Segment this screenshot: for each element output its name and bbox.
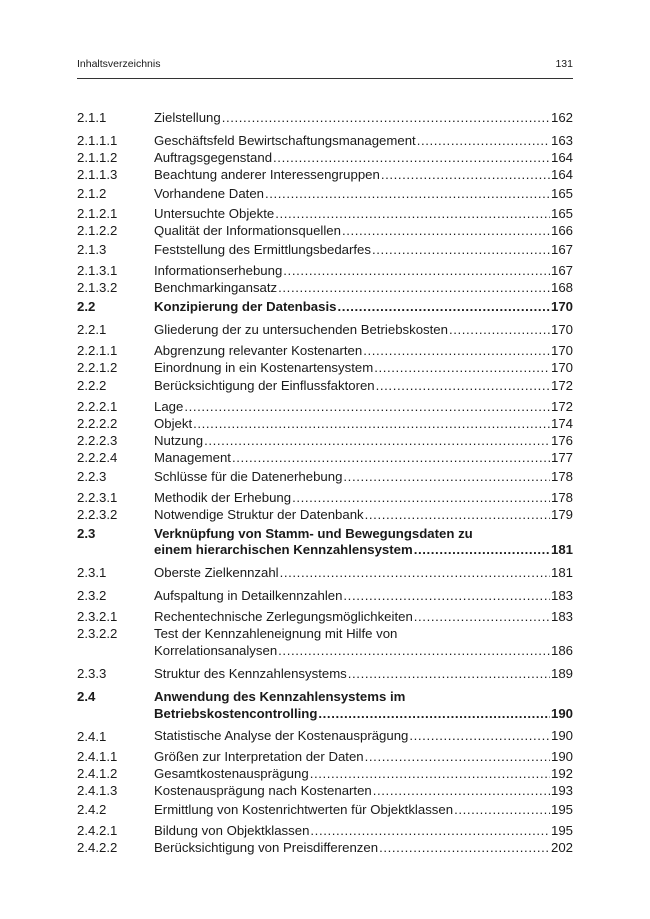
toc-entry-number: 2.2.2.1 <box>77 399 118 415</box>
toc-entry-number: 2.1.3 <box>77 242 107 258</box>
dot-leader <box>222 110 550 127</box>
dot-leader <box>414 609 550 626</box>
toc-entry-number: 2.2.1.2 <box>77 359 118 375</box>
toc-entry-page: 170 <box>550 298 573 314</box>
dot-leader <box>283 263 550 280</box>
toc-entry-title: Korrelationsanalysen <box>154 642 278 658</box>
dot-leader <box>292 490 550 507</box>
toc-entry-title: Test der Kennzahleneignung mit Hilfe von <box>154 626 398 642</box>
toc-entry[interactable] <box>77 802 573 819</box>
toc-entry-title: einem hierarchischen Kennzahlensystem <box>154 542 413 558</box>
toc-entry-number: 2.1.1.3 <box>77 166 118 182</box>
toc-entry-page: 190 <box>550 728 573 744</box>
toc-entry[interactable] <box>77 263 573 280</box>
dot-leader <box>343 469 550 486</box>
toc-entry-title: Objekt <box>154 416 193 432</box>
toc-entry[interactable] <box>77 150 573 167</box>
dot-leader <box>363 343 550 360</box>
toc-entry-title: Konzipierung der Datenbasis <box>154 298 337 314</box>
toc-entry-page: 162 <box>550 109 573 125</box>
toc-entry-page: 168 <box>550 280 573 295</box>
toc-entry-number: 2.4.1.2 <box>77 766 118 782</box>
toc-entry[interactable] <box>77 322 573 339</box>
dot-leader <box>343 588 550 605</box>
toc-entry-page: 183 <box>550 609 573 625</box>
toc-entry-page: 189 <box>550 665 573 681</box>
toc-entry-page: 190 <box>550 749 573 765</box>
toc-entry-number: 2.2.2.2 <box>77 416 118 432</box>
toc-entry[interactable] <box>77 299 573 316</box>
toc-entry-title: Untersuchte Objekte <box>154 206 275 222</box>
toc-entry[interactable] <box>77 450 573 467</box>
dot-leader <box>310 766 550 783</box>
toc-entry-number: 2.4.2 <box>77 802 107 818</box>
toc-entry[interactable] <box>77 666 573 683</box>
toc-entry-number: 2.3.2.1 <box>77 609 118 625</box>
dot-leader <box>348 666 550 683</box>
toc-entry-title: Gesamtkostenausprägung <box>154 766 309 782</box>
toc-entry-number: 2.4.2.1 <box>77 822 118 838</box>
toc-entry-number: 2.4 <box>77 688 96 704</box>
toc-entry-title: Ermittlung von Kostenrichtwerten für Objektklassen <box>154 802 454 818</box>
toc-entry-page: 172 <box>550 378 573 394</box>
toc-entry-title: Oberste Zielkennzahl <box>154 565 279 581</box>
toc-entry-page: 164 <box>550 149 573 165</box>
toc-entry[interactable] <box>77 565 573 582</box>
toc-entry-number: 2.1.2.1 <box>77 206 118 222</box>
dot-leader <box>372 242 550 259</box>
toc-entry-number: 2.3.3 <box>77 665 107 681</box>
toc-entry-title: Kostenausprägung nach Kostenarten <box>154 783 372 799</box>
running-header <box>77 58 573 72</box>
toc-entry-title: Benchmarkingansatz <box>154 280 278 295</box>
toc-entry-number: 2.2.2.4 <box>77 450 118 466</box>
toc-entry-page: 193 <box>550 783 573 799</box>
dot-leader <box>280 565 550 582</box>
toc-entry-page: 192 <box>550 766 573 782</box>
toc-entry[interactable] <box>77 490 573 507</box>
toc-entry[interactable] <box>77 766 573 783</box>
toc-entry-number: 2.1.2 <box>77 185 107 201</box>
toc-entry-title: Beachtung anderer Interessengruppen <box>154 166 380 182</box>
toc-entry-title: Zielstellung <box>154 109 221 125</box>
toc-entry-title: Verknüpfung von Stamm- und Bewegungsdaten zu <box>154 525 473 541</box>
dot-leader <box>278 280 550 297</box>
dot-leader <box>454 802 550 819</box>
dot-leader <box>373 783 550 800</box>
toc-entry-title: Methodik der Erhebung <box>154 489 292 505</box>
toc-entry-page: 164 <box>550 166 573 182</box>
toc-entry[interactable] <box>77 609 573 626</box>
toc-entry[interactable] <box>77 416 573 433</box>
toc-entry-number: 2.2.2.3 <box>77 433 118 449</box>
toc-entry-number: 2.3.2 <box>77 588 107 604</box>
toc-entry-number: 2.2.2 <box>77 378 107 394</box>
table-of-contents <box>77 110 573 857</box>
toc-entry[interactable] <box>77 360 573 377</box>
toc-entry-page: 195 <box>550 822 573 838</box>
toc-entry-page: 167 <box>550 242 573 258</box>
toc-entry-number: 2.4.1.3 <box>77 783 118 799</box>
toc-entry-page: 195 <box>550 802 573 818</box>
toc-entry[interactable] <box>77 526 573 560</box>
toc-entry[interactable] <box>77 133 573 150</box>
toc-entry-title: Abgrenzung relevanter Kostenarten <box>154 342 363 358</box>
toc-entry-title: Informationserhebung <box>154 263 283 279</box>
toc-entry-number: 2.1.1.2 <box>77 149 118 165</box>
toc-entry-page: 178 <box>550 468 573 484</box>
toc-entry-page: 186 <box>550 642 573 658</box>
toc-entry-page: 202 <box>550 839 573 855</box>
dot-leader <box>318 706 550 723</box>
toc-entry-page: 179 <box>550 506 573 522</box>
toc-entry-title: Aufspaltung in Detailkennzahlen <box>154 588 343 604</box>
toc-entry[interactable] <box>77 433 573 450</box>
toc-entry[interactable] <box>77 242 573 259</box>
toc-entry-title: Lage <box>154 399 184 415</box>
toc-entry-title: Statistische Analyse der Kostenausprägung <box>154 728 409 744</box>
toc-entry-title: Geschäftsfeld Bewirtschaftungsmanagement <box>154 132 416 148</box>
dot-leader <box>365 507 550 524</box>
dot-leader <box>204 433 550 450</box>
toc-entry-page: 174 <box>550 416 573 432</box>
dot-leader <box>337 299 550 316</box>
toc-entry[interactable] <box>77 223 573 240</box>
toc-entry-title: Schlüsse für die Datenerhebung <box>154 468 343 484</box>
dot-leader <box>376 378 550 395</box>
toc-entry-number: 2.4.1 <box>77 728 107 744</box>
toc-entry[interactable] <box>77 399 573 416</box>
toc-entry[interactable] <box>77 206 573 223</box>
toc-entry[interactable] <box>77 823 573 840</box>
toc-entry-title: Anwendung des Kennzahlensystems im <box>154 688 406 704</box>
toc-entry-number: 2.2.1 <box>77 321 107 337</box>
toc-entry-title: Feststellung des Ermittlungsbedarfes <box>154 242 371 258</box>
toc-entry-page: 178 <box>550 489 573 505</box>
toc-entry-title: Betriebskostencontrolling <box>154 705 318 721</box>
toc-entry-page: 170 <box>550 321 573 337</box>
toc-entry-title: Vorhandene Daten <box>154 185 264 201</box>
toc-entry[interactable] <box>77 783 573 800</box>
toc-entry-title: Bildung von Objektklassen <box>154 822 310 838</box>
toc-entry-page: 170 <box>550 359 573 375</box>
toc-entry[interactable] <box>77 186 573 203</box>
header-page-number: 131 <box>555 58 573 70</box>
toc-entry[interactable] <box>77 378 573 395</box>
toc-entry[interactable] <box>77 167 573 184</box>
toc-entry[interactable] <box>77 840 573 857</box>
toc-entry-page: 167 <box>550 263 573 279</box>
toc-entry-number: 2.1.3.1 <box>77 263 118 279</box>
toc-entry-page: 190 <box>550 705 573 721</box>
header-title: Inhaltsverzeichnis <box>77 58 161 70</box>
toc-entry[interactable] <box>77 110 573 127</box>
toc-entry-number: 2.3.2.2 <box>77 626 118 642</box>
toc-entry-number: 2.4.2.2 <box>77 839 118 855</box>
toc-entry-number: 2.1.1.1 <box>77 132 118 148</box>
dot-leader <box>275 206 550 223</box>
toc-entry[interactable] <box>77 588 573 605</box>
toc-entry-title: Notwendige Struktur der Datenbank <box>154 506 364 522</box>
toc-entry-title: Größen zur Interpretation der Daten <box>154 749 364 765</box>
toc-entry-page: 176 <box>550 433 573 449</box>
dot-leader <box>409 728 550 745</box>
toc-entry[interactable] <box>77 343 573 360</box>
dot-leader <box>278 643 550 660</box>
toc-entry-page: 170 <box>550 342 573 358</box>
toc-entry-number: 2.1.1 <box>77 110 107 125</box>
toc-entry-title: Rechentechnische Zerlegungsmöglichkeiten <box>154 609 413 625</box>
dot-leader <box>381 167 550 184</box>
toc-entry-page: 165 <box>550 185 573 201</box>
toc-entry-title: Struktur des Kennzahlensystems <box>154 665 347 681</box>
toc-entry-title: Berücksichtigung der Einflussfaktoren <box>154 378 375 394</box>
dot-leader <box>414 542 550 559</box>
toc-entry-title: Einordnung in ein Kostenartensystem <box>154 359 374 375</box>
dot-leader <box>417 133 550 150</box>
dot-leader <box>310 823 550 840</box>
dot-leader <box>265 186 550 203</box>
dot-leader <box>379 840 550 857</box>
toc-entry-number: 2.1.2.2 <box>77 223 118 239</box>
toc-entry-page: 183 <box>550 588 573 604</box>
dot-leader <box>273 150 550 167</box>
toc-entry-page: 163 <box>550 132 573 148</box>
toc-entry-title: Auftragsgegenstand <box>154 149 273 165</box>
toc-entry-number: 2.2.3.1 <box>77 489 118 505</box>
header-rule <box>77 78 573 79</box>
toc-entry-number: 2.2.1.1 <box>77 342 118 358</box>
toc-entry-title: Management <box>154 450 231 466</box>
toc-entry-number: 2.3 <box>77 525 96 541</box>
toc-entry[interactable] <box>77 689 573 723</box>
dot-leader <box>374 360 550 377</box>
dot-leader <box>449 322 550 339</box>
toc-entry-number: 2.3.1 <box>77 565 107 581</box>
toc-entry[interactable] <box>77 280 573 297</box>
toc-entry-number: 2.4.1.1 <box>77 749 118 765</box>
toc-entry-page: 177 <box>550 450 573 466</box>
dot-leader <box>365 749 550 766</box>
toc-entry-title: Berücksichtigung von Preisdifferenzen <box>154 839 379 855</box>
dot-leader <box>184 399 550 416</box>
dot-leader <box>342 223 550 240</box>
toc-entry[interactable] <box>77 507 573 524</box>
toc-entry-page: 181 <box>550 542 573 558</box>
toc-entry[interactable] <box>77 626 573 660</box>
toc-entry-number: 2.2.3.2 <box>77 506 118 522</box>
toc-entry-page: 172 <box>550 399 573 415</box>
toc-entry-title: Nutzung <box>154 433 204 449</box>
toc-entry-title: Gliederung der zu untersuchenden Betriebskosten <box>154 321 448 337</box>
toc-entry[interactable] <box>77 749 573 766</box>
toc-entry[interactable] <box>77 729 573 746</box>
toc-entry-number: 2.1.3.2 <box>77 280 118 296</box>
toc-entry-page: 165 <box>550 206 573 222</box>
toc-entry-number: 2.2 <box>77 298 96 314</box>
toc-entry-title: Qualität der Informationsquellen <box>154 223 341 239</box>
toc-entry[interactable] <box>77 469 573 486</box>
dot-leader <box>232 450 550 467</box>
dot-leader <box>193 416 550 433</box>
toc-entry-page: 166 <box>550 223 573 239</box>
toc-entry-page: 181 <box>550 565 573 581</box>
toc-entry-number: 2.2.3 <box>77 468 107 484</box>
